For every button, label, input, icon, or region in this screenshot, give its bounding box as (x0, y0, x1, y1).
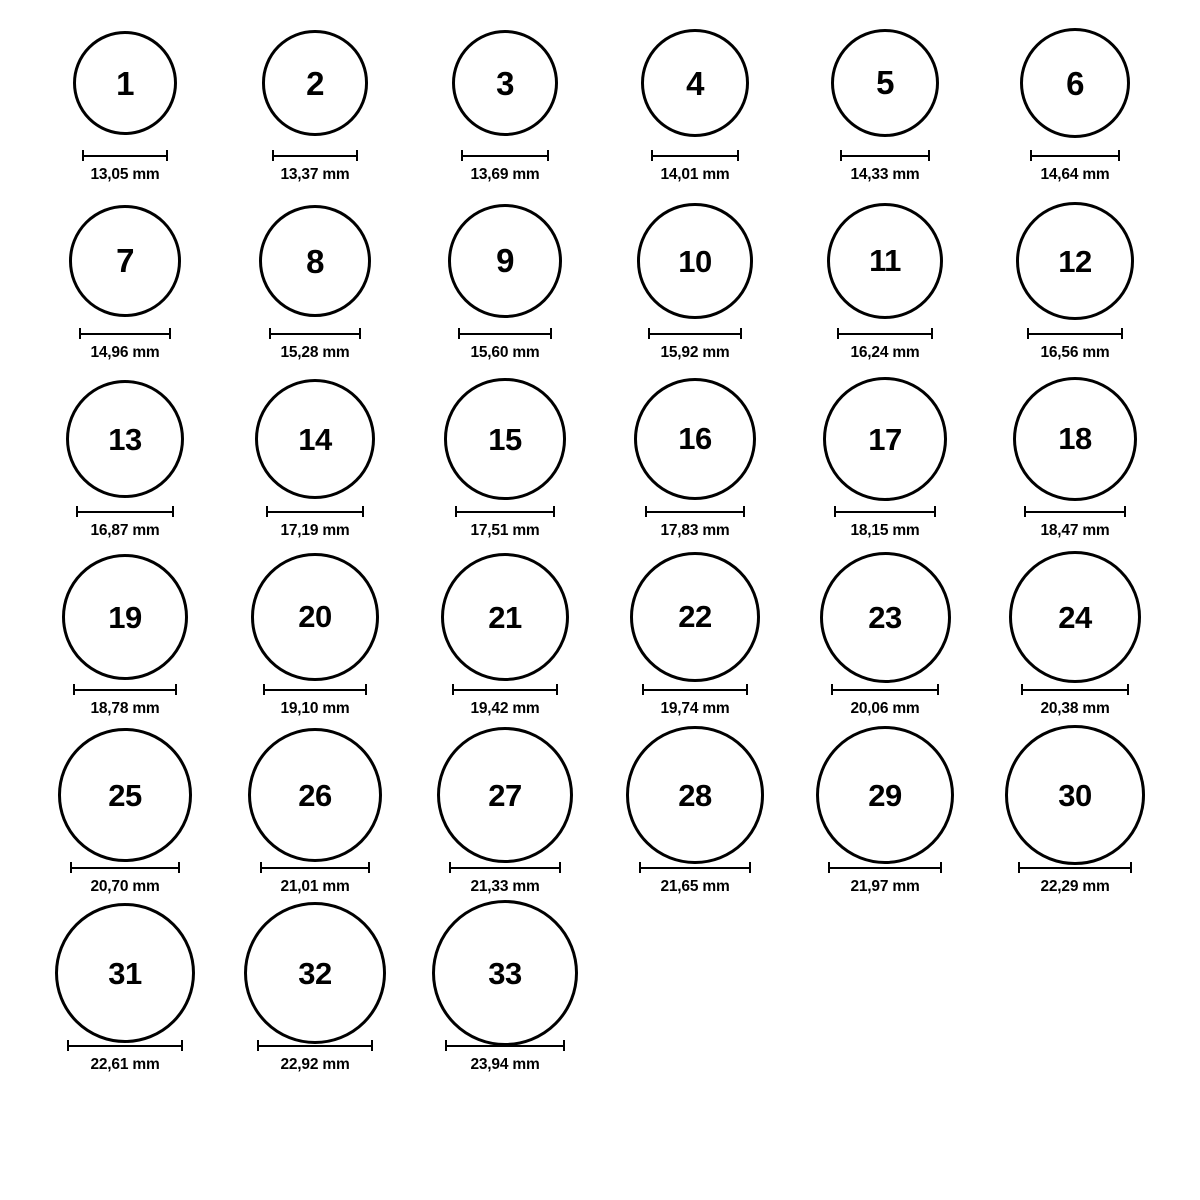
diameter-measure (837, 328, 932, 362)
ring-size-number: 5 (876, 64, 894, 102)
diameter-dimension-line-icon (834, 506, 935, 517)
diameter-dimension-line-icon (67, 1040, 183, 1051)
ring-size-cell (220, 374, 410, 540)
ring-circle-wrapper (634, 374, 756, 504)
ring-size-row (30, 908, 1170, 1086)
ring-size-number: 15 (488, 421, 522, 457)
ring-circle-icon (816, 726, 954, 864)
diameter-dimension-line-icon (642, 684, 748, 695)
diameter-measure (642, 684, 748, 718)
diameter-measure (461, 150, 548, 184)
ring-circle-icon (1016, 202, 1134, 320)
diameter-measure (648, 328, 742, 362)
ring-circle-wrapper (626, 730, 763, 860)
diameter-value-label: 18,78 mm (90, 700, 160, 717)
ring-size-cell (410, 374, 600, 540)
ring-circle-icon (626, 726, 763, 863)
diameter-dimension-line-icon (645, 506, 745, 517)
ring-size-cell (30, 374, 220, 540)
ring-size-number: 29 (868, 777, 902, 813)
ring-size-number: 32 (298, 955, 332, 991)
ring-circle-icon (55, 903, 196, 1044)
ring-size-number: 12 (1058, 243, 1092, 279)
ring-circle-wrapper (1013, 374, 1138, 504)
diameter-value-label: 19,42 mm (470, 700, 540, 717)
ring-circle-wrapper (441, 552, 570, 682)
diameter-dimension-line-icon (452, 684, 557, 695)
ring-circle-wrapper (448, 196, 562, 326)
diameter-dimension-line-icon (82, 150, 167, 161)
diameter-value-label: 14,96 mm (90, 344, 160, 361)
diameter-measure (257, 1040, 374, 1074)
diameter-measure (458, 328, 551, 362)
ring-size-cell (220, 730, 410, 896)
ring-size-cell (220, 196, 410, 362)
ring-size-number: 21 (488, 599, 522, 635)
ring-size-number: 6 (1066, 64, 1084, 102)
diameter-dimension-line-icon (1021, 684, 1130, 695)
ring-size-number: 7 (116, 242, 134, 280)
diameter-measure (1024, 506, 1126, 540)
ring-circle-wrapper (73, 18, 177, 148)
ring-circle-icon (820, 552, 951, 683)
diameter-measure (452, 684, 557, 718)
ring-size-cell (410, 730, 600, 896)
diameter-dimension-line-icon (1018, 862, 1133, 873)
diameter-dimension-line-icon (269, 328, 361, 339)
ring-size-number: 25 (108, 777, 142, 813)
ring-circle-wrapper (831, 18, 940, 148)
ring-circle-wrapper (820, 552, 951, 682)
ring-size-cell (980, 730, 1170, 896)
diameter-value-label: 21,65 mm (660, 878, 730, 895)
ring-circle-wrapper (630, 552, 760, 682)
diameter-measure (260, 862, 371, 896)
ring-size-row (30, 374, 1170, 552)
ring-size-number: 4 (686, 64, 704, 102)
ring-circle-icon (441, 553, 570, 682)
diameter-dimension-line-icon (458, 328, 551, 339)
diameter-value-label: 20,06 mm (850, 700, 920, 717)
diameter-dimension-line-icon (266, 506, 364, 517)
ring-size-number: 2 (306, 64, 324, 102)
diameter-value-label: 17,19 mm (280, 522, 350, 539)
diameter-value-label: 13,05 mm (90, 166, 160, 183)
diameter-measure (1030, 150, 1120, 184)
ring-circle-wrapper (1005, 730, 1145, 860)
ring-circle-icon (73, 31, 177, 135)
ring-circle-wrapper (251, 552, 378, 682)
ring-size-cell (30, 730, 220, 896)
diameter-value-label: 17,51 mm (470, 522, 540, 539)
ring-size-cell (980, 374, 1170, 540)
ring-circle-icon (827, 203, 943, 319)
diameter-value-label: 19,10 mm (280, 700, 350, 717)
ring-size-number: 30 (1058, 777, 1092, 813)
diameter-value-label: 14,33 mm (850, 166, 920, 183)
diameter-measure (73, 684, 176, 718)
ring-size-number: 16 (678, 421, 712, 457)
ring-size-number: 3 (496, 64, 514, 102)
ring-size-cell (30, 18, 220, 184)
diameter-measure (831, 684, 938, 718)
ring-size-row (30, 552, 1170, 730)
diameter-value-label: 14,01 mm (660, 166, 730, 183)
ring-size-cell (30, 196, 220, 362)
ring-circle-wrapper (255, 374, 375, 504)
ring-circle-wrapper (248, 730, 383, 860)
ring-circle-icon (259, 205, 372, 318)
ring-circle-icon (1020, 28, 1130, 138)
ring-circle-wrapper (259, 196, 372, 326)
ring-circle-wrapper (62, 552, 188, 682)
ring-circle-icon (831, 29, 940, 138)
diameter-dimension-line-icon (263, 684, 367, 695)
ring-circle-icon (452, 30, 559, 137)
diameter-dimension-line-icon (1024, 506, 1126, 517)
diameter-value-label: 18,47 mm (1040, 522, 1110, 539)
ring-size-cell (410, 18, 600, 184)
ring-circle-icon (637, 203, 752, 318)
diameter-measure (70, 862, 180, 896)
ring-circle-icon (1013, 377, 1138, 502)
diameter-value-label: 20,38 mm (1040, 700, 1110, 717)
ring-size-cell (600, 374, 790, 540)
ring-size-number: 13 (108, 421, 142, 457)
diameter-measure (828, 862, 942, 896)
ring-size-number: 19 (108, 599, 142, 635)
ring-circle-icon (255, 379, 375, 499)
diameter-measure (445, 1040, 565, 1074)
diameter-dimension-line-icon (651, 150, 739, 161)
ring-size-number: 27 (488, 777, 522, 813)
diameter-value-label: 19,74 mm (660, 700, 730, 717)
diameter-dimension-line-icon (1027, 328, 1123, 339)
ring-size-cell (410, 908, 600, 1074)
diameter-value-label: 15,60 mm (470, 344, 540, 361)
diameter-dimension-line-icon (272, 150, 358, 161)
ring-size-cell (30, 552, 220, 718)
ring-circle-wrapper (1009, 552, 1141, 682)
diameter-measure (272, 150, 358, 184)
ring-size-cell (220, 552, 410, 718)
diameter-measure (639, 862, 752, 896)
diameter-measure (834, 506, 935, 540)
ring-size-number: 1 (116, 64, 134, 102)
diameter-value-label: 21,97 mm (850, 878, 920, 895)
diameter-measure (67, 1040, 183, 1074)
ring-size-number: 22 (678, 599, 712, 635)
diameter-dimension-line-icon (840, 150, 929, 161)
ring-circle-wrapper (641, 18, 749, 148)
diameter-value-label: 16,87 mm (90, 522, 160, 539)
ring-circle-wrapper (452, 18, 559, 148)
diameter-dimension-line-icon (70, 862, 180, 873)
diameter-value-label: 23,94 mm (470, 1056, 540, 1073)
diameter-dimension-line-icon (260, 862, 371, 873)
diameter-dimension-line-icon (461, 150, 548, 161)
ring-circle-icon (244, 902, 386, 1044)
ring-circle-icon (248, 728, 383, 863)
diameter-value-label: 20,70 mm (90, 878, 160, 895)
diameter-dimension-line-icon (76, 506, 173, 517)
ring-size-row (30, 18, 1170, 196)
diameter-value-label: 15,28 mm (280, 344, 350, 361)
diameter-measure (840, 150, 929, 184)
ring-size-cell (600, 552, 790, 718)
diameter-dimension-line-icon (828, 862, 942, 873)
ring-size-cell (790, 730, 980, 896)
diameter-value-label: 16,24 mm (850, 344, 920, 361)
diameter-measure (266, 506, 364, 540)
ring-circle-wrapper (432, 908, 578, 1038)
ring-circle-icon (62, 554, 188, 680)
ring-circle-wrapper (55, 908, 196, 1038)
diameter-measure (1027, 328, 1123, 362)
diameter-measure (455, 506, 554, 540)
ring-circle-icon (823, 377, 947, 501)
ring-circle-icon (630, 552, 760, 682)
ring-size-number: 33 (488, 955, 522, 991)
diameter-dimension-line-icon (1030, 150, 1120, 161)
ring-circle-icon (58, 728, 192, 862)
ring-circle-wrapper (244, 908, 386, 1038)
ring-circle-wrapper (1016, 196, 1134, 326)
ring-size-number: 23 (868, 599, 902, 635)
ring-size-number: 17 (868, 421, 902, 457)
diameter-measure (449, 862, 561, 896)
diameter-measure (651, 150, 739, 184)
diameter-value-label: 15,92 mm (660, 344, 730, 361)
ring-size-cell (790, 196, 980, 362)
ring-circle-wrapper (262, 18, 367, 148)
ring-circle-icon (69, 205, 180, 316)
ring-size-cell (220, 908, 410, 1074)
ring-size-cell (600, 730, 790, 896)
ring-circle-icon (262, 30, 367, 135)
ring-size-cell (980, 552, 1170, 718)
diameter-dimension-line-icon (449, 862, 561, 873)
diameter-dimension-line-icon (837, 328, 932, 339)
ring-size-cell (790, 374, 980, 540)
ring-circle-icon (634, 378, 756, 500)
ring-size-cell (410, 552, 600, 718)
ring-circle-wrapper (827, 196, 943, 326)
diameter-dimension-line-icon (79, 328, 170, 339)
ring-circle-wrapper (58, 730, 192, 860)
ring-size-number: 24 (1058, 599, 1092, 635)
diameter-measure (76, 506, 173, 540)
ring-size-number: 20 (298, 599, 332, 635)
ring-size-cell (790, 552, 980, 718)
ring-size-row (30, 730, 1170, 908)
diameter-value-label: 21,33 mm (470, 878, 540, 895)
ring-circle-icon (432, 900, 578, 1046)
diameter-value-label: 22,92 mm (280, 1056, 350, 1073)
ring-size-number: 11 (869, 243, 901, 279)
ring-circle-icon (1009, 551, 1141, 683)
diameter-dimension-line-icon (257, 1040, 374, 1051)
ring-circle-wrapper (823, 374, 947, 504)
diameter-dimension-line-icon (455, 506, 554, 517)
diameter-value-label: 21,01 mm (280, 878, 350, 895)
ring-circle-icon (66, 380, 185, 499)
ring-size-cell (220, 18, 410, 184)
ring-circle-wrapper (1020, 18, 1130, 148)
diameter-dimension-line-icon (73, 684, 176, 695)
diameter-measure (79, 328, 170, 362)
ring-size-cell (600, 18, 790, 184)
diameter-dimension-line-icon (648, 328, 742, 339)
ring-circle-wrapper (637, 196, 752, 326)
ring-circle-wrapper (69, 196, 180, 326)
diameter-value-label: 13,37 mm (280, 166, 350, 183)
diameter-value-label: 22,61 mm (90, 1056, 160, 1073)
diameter-value-label: 16,56 mm (1040, 344, 1110, 361)
ring-size-cell (790, 18, 980, 184)
ring-size-number: 10 (678, 243, 712, 279)
ring-circle-icon (444, 378, 565, 499)
diameter-value-label: 22,29 mm (1040, 878, 1110, 895)
ring-size-cell (410, 196, 600, 362)
diameter-dimension-line-icon (639, 862, 752, 873)
ring-size-cell (600, 196, 790, 362)
ring-circle-icon (448, 204, 562, 318)
diameter-measure (1021, 684, 1130, 718)
ring-circle-icon (1005, 725, 1145, 865)
ring-size-number: 26 (298, 777, 332, 813)
ring-circle-icon (641, 29, 749, 137)
diameter-value-label: 18,15 mm (850, 522, 920, 539)
ring-circle-wrapper (66, 374, 185, 504)
ring-circle-icon (251, 553, 378, 680)
ring-size-number: 18 (1058, 421, 1092, 457)
diameter-value-label: 14,64 mm (1040, 166, 1110, 183)
ring-size-number: 28 (678, 777, 712, 813)
ring-circle-wrapper (444, 374, 565, 504)
ring-circle-wrapper (437, 730, 573, 860)
diameter-dimension-line-icon (445, 1040, 565, 1051)
ring-size-cell (980, 196, 1170, 362)
ring-size-number: 14 (298, 421, 332, 457)
diameter-measure (645, 506, 745, 540)
ring-size-number: 9 (496, 242, 514, 280)
ring-circle-icon (437, 727, 573, 863)
ring-size-number: 31 (108, 955, 142, 991)
diameter-dimension-line-icon (831, 684, 938, 695)
ring-size-number: 8 (306, 242, 324, 280)
ring-circle-wrapper (816, 730, 954, 860)
diameter-value-label: 13,69 mm (470, 166, 540, 183)
diameter-measure (269, 328, 361, 362)
ring-size-cell (30, 908, 220, 1074)
ring-size-cell (980, 18, 1170, 184)
diameter-measure (82, 150, 167, 184)
diameter-value-label: 17,83 mm (660, 522, 730, 539)
ring-size-row (30, 196, 1170, 374)
diameter-measure (263, 684, 367, 718)
diameter-measure (1018, 862, 1133, 896)
